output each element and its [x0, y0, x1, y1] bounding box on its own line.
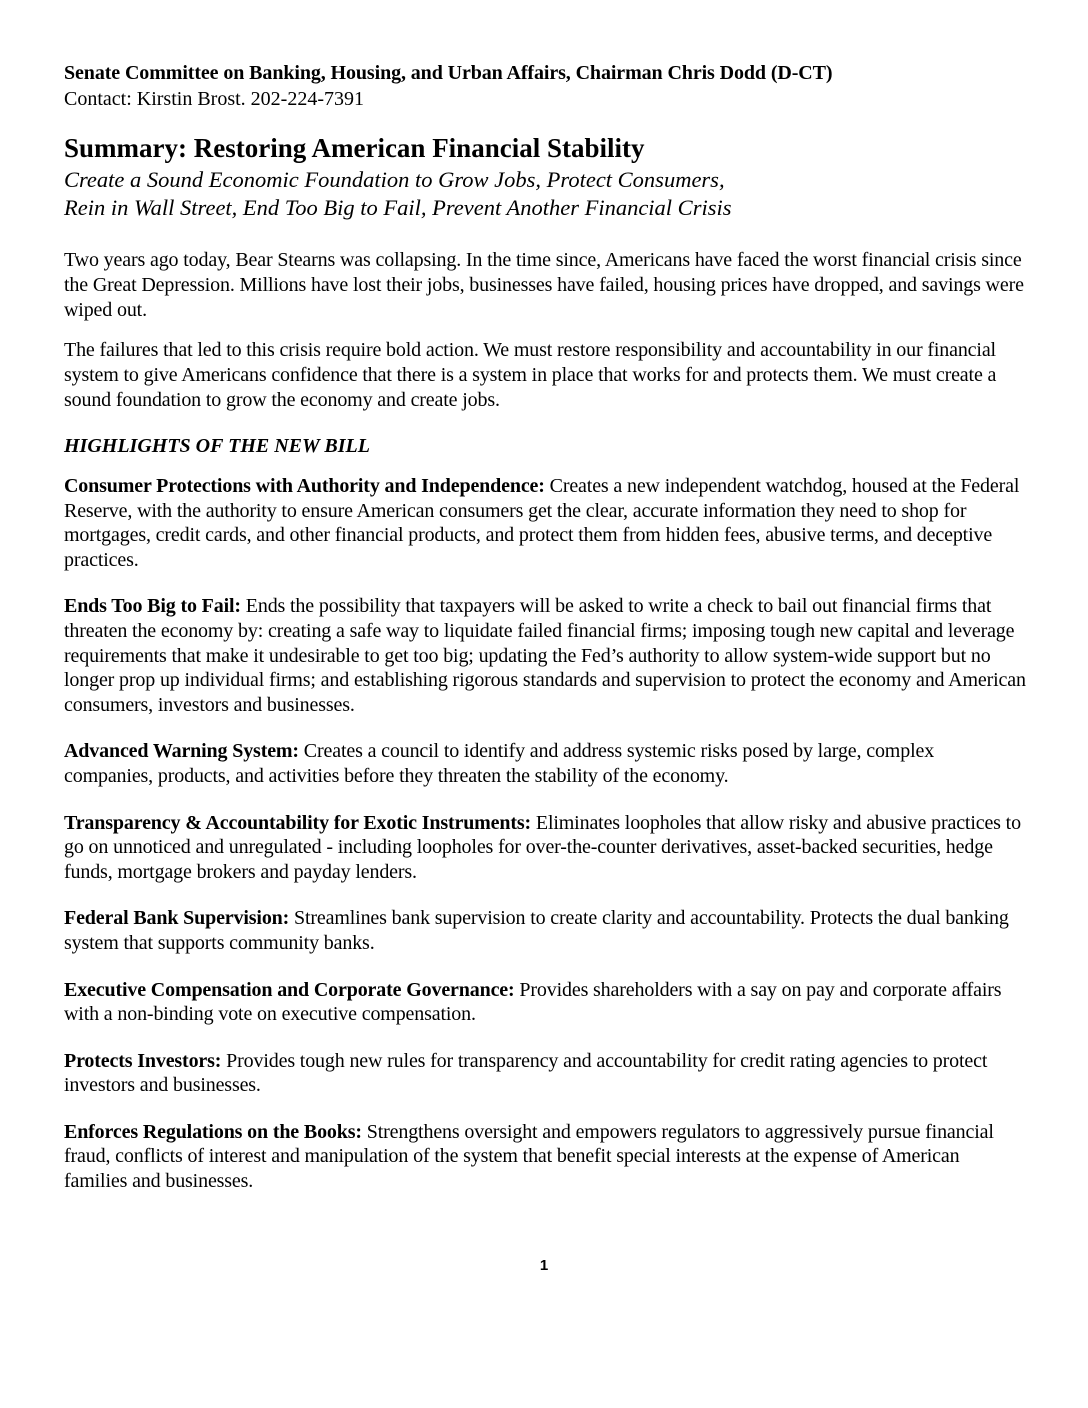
contact-line: Contact: Kirstin Brost. 202-224-7391: [64, 88, 364, 110]
highlight-text: Ends the possibility that taxpayers will be asked to write a check to bail out financial firms that threaten the economy by: creating a safe way to liquidate failed financial firms; imposing tough new capital and leverage requirements that make it undesirable to get too big; updating the Fed’s authority to allow system-wide support but no longer prop up individual firms; and establishing rigorous standards and supervision to protect the economy and American consumers, investors and businesses.: [64, 595, 1026, 716]
highlight-text: Streamlines bank supervision to create clarity and accountability. Protects the dual banking system that supports community banks.: [64, 907, 1009, 954]
highlight-label: Protects Investors:: [64, 1049, 222, 1072]
highlight-item: [64, 906, 1026, 955]
subtitle-line: Rein in Wall Street, End Too Big to Fail, Prevent Another Financial Crisis: [64, 195, 732, 220]
intro-paragraph: The failures that led to this crisis require bold action. We must restore responsibility and accountability in our financial system to give Americans confidence that there is a system in place that works for and protects them. We must create a sound foundation to grow the economy and create jobs.: [64, 339, 997, 411]
document-title: Summary: Restoring American Financial Stability: [64, 133, 645, 163]
highlight-label: Transparency & Accountability for Exotic Instruments:: [64, 811, 532, 834]
highlight-item: [64, 739, 1026, 788]
intro-paragraph: Two years ago today, Bear Stearns was collapsing. In the time since, Americans have faced the worst financial crisis since the Great Depression. Millions have lost their jobs, businesses have failed, housing prices have dropped, and savings were wiped out.: [64, 249, 1024, 321]
document-subtitle: [64, 166, 1026, 222]
highlights-heading: HIGHLIGHTS OF THE NEW BILL: [64, 435, 370, 457]
highlight-text: Creates a council to identify and address systemic risks posed by large, complex companies, products, and activities before they threaten the stability of the economy.: [64, 740, 935, 787]
highlight-label: Federal Bank Supervision:: [64, 907, 290, 930]
highlight-text: Creates a new independent watchdog, housed at the Federal Reserve, with the authority to ensure American consumers get the clear, accurate information they need to shop for mortgages, credit cards, and other financial products, and protect them from hidden fees, abusive terms, and deceptive practices.: [64, 475, 1020, 571]
highlight-text: Eliminates loopholes that allow risky and abusive practices to go on unnoticed and unregulated - including loopholes for over-the-counter derivatives, asset-backed securities, hedge funds, mortgage brokers and payday lenders.: [64, 811, 1021, 883]
committee-heading: Senate Committee on Banking, Housing, and Urban Affairs, Chairman Chris Dodd (D-CT): [64, 62, 833, 84]
page-number: 1: [539, 1257, 549, 1274]
highlight-item: [64, 474, 1026, 572]
highlight-text: Provides shareholders with a say on pay and corporate affairs with a non-binding vote on executive compensation.: [64, 978, 1002, 1026]
highlight-label: Advanced Warning System:: [64, 740, 299, 763]
highlight-label: Ends Too Big to Fail:: [64, 595, 241, 618]
highlight-label: Consumer Protections with Authority and Independence:: [64, 475, 545, 497]
highlight-item: [64, 1049, 1026, 1098]
subtitle-line: Create a Sound Economic Foundation to Grow Jobs, Protect Consumers,: [64, 167, 725, 192]
highlight-text: Strengthens oversight and empowers regulators to aggressively pursue financial fraud, conflicts of interest and manipulation of the system that benefit special interests at the expense of American families and businesses.: [64, 1120, 994, 1193]
highlight-label: Enforces Regulations on the Books:: [64, 1120, 362, 1143]
document-page: [64, 60, 1026, 1194]
highlight-label: Executive Compensation and Corporate Governance:: [64, 978, 515, 1001]
highlight-text: Provides tough new rules for transparency and accountability for credit rating agencies to protect investors and businesses.: [64, 1049, 988, 1097]
highlight-item: [64, 594, 1026, 717]
highlight-item: [64, 1120, 1026, 1194]
highlight-item: [64, 811, 1026, 885]
highlight-item: [64, 978, 1026, 1027]
